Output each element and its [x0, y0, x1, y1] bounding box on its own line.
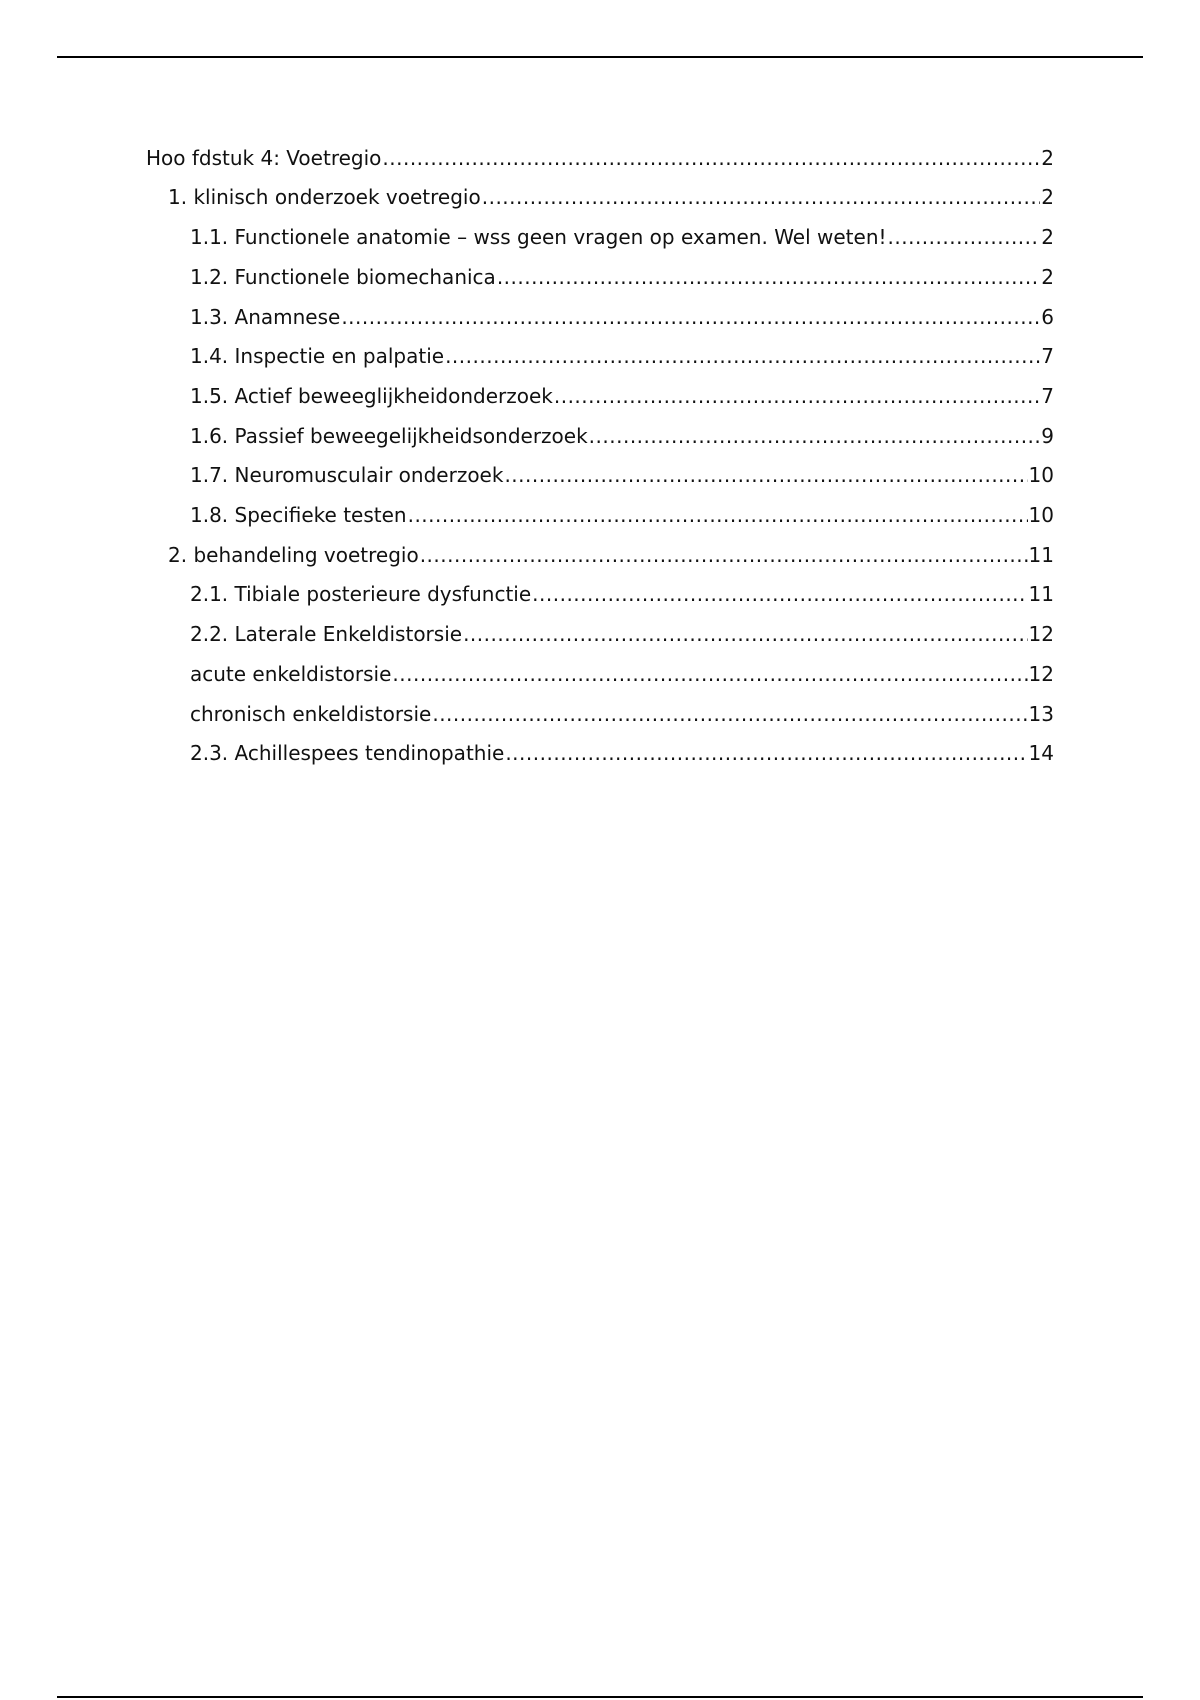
toc-entry-page: 11 — [1028, 543, 1054, 567]
toc-entry-1-3[interactable] — [190, 302, 1054, 332]
toc-entry-page: 12 — [1028, 662, 1054, 686]
toc-entry-title: 2.3. Achillespees tendinopathie — [190, 741, 505, 765]
toc-entry-title: 2. behandeling voetregio — [168, 543, 419, 567]
toc-dot-leader — [382, 143, 1040, 173]
toc-dot-leader — [341, 302, 1040, 332]
toc-dot-leader — [408, 500, 1028, 530]
toc-entry-2-2[interactable] — [190, 619, 1054, 649]
toc-dot-leader — [420, 540, 1028, 570]
toc-entry-title: 2.1. Tibiale posterieure dysfunctie — [190, 582, 532, 606]
toc-entry-1-2[interactable] — [190, 262, 1054, 292]
toc-dot-leader — [589, 421, 1041, 451]
toc-entry-page: 12 — [1028, 622, 1054, 646]
toc-entry-2-3[interactable] — [190, 738, 1054, 768]
toc-entry-chapter-4[interactable] — [146, 143, 1054, 173]
toc-entry-title: Hoo fdstuk 4: Voetregio — [146, 146, 382, 170]
toc-entry-page: 6 — [1041, 305, 1054, 329]
toc-dot-leader — [504, 460, 1027, 490]
toc-entry-page: 10 — [1028, 503, 1054, 527]
toc-entry-page: 11 — [1028, 582, 1054, 606]
toc-entry-page: 2 — [1041, 265, 1054, 289]
toc-entry-title: 2.2. Laterale Enkeldistorsie — [190, 622, 463, 646]
toc-entry-title: chronisch enkeldistorsie — [190, 702, 432, 726]
toc-entry-1-6[interactable] — [190, 421, 1054, 451]
toc-dot-leader — [554, 381, 1040, 411]
toc-entry-chronisch-enkeldistorsie[interactable] — [190, 699, 1054, 729]
toc-dot-leader — [532, 579, 1027, 609]
toc-entry-title: acute enkeldistorsie — [190, 662, 392, 686]
toc-dot-leader — [432, 699, 1027, 729]
toc-entry-section-2[interactable] — [168, 540, 1054, 570]
toc-entry-2-1[interactable] — [190, 579, 1054, 609]
toc-entry-title: 1.4. Inspectie en palpatie — [190, 344, 445, 368]
toc-dot-leader — [888, 222, 1041, 252]
toc-dot-leader — [445, 341, 1040, 371]
toc-entry-1-4[interactable] — [190, 341, 1054, 371]
toc-dot-leader — [505, 738, 1027, 768]
toc-entry-page: 7 — [1041, 384, 1054, 408]
toc-entry-1-1[interactable] — [190, 222, 1054, 252]
toc-entry-page: 7 — [1041, 344, 1054, 368]
toc-dot-leader — [392, 659, 1027, 689]
toc-entry-page: 2 — [1041, 185, 1054, 209]
toc-entry-page: 2 — [1041, 225, 1054, 249]
toc-entry-title: 1. klinisch onderzoek voetregio — [168, 185, 481, 209]
toc-dot-leader — [482, 182, 1041, 212]
toc-entry-page: 14 — [1028, 741, 1054, 765]
toc-dot-leader — [497, 262, 1040, 292]
toc-entry-title: 1.8. Specifieke testen — [190, 503, 407, 527]
toc-entry-page: 10 — [1028, 463, 1054, 487]
toc-entry-title: 1.7. Neuromusculair onderzoek — [190, 463, 504, 487]
toc-entry-title: 1.6. Passief beweegelijkheidsonderzoek — [190, 424, 588, 448]
toc-entry-title: 1.3. Anamnese — [190, 305, 341, 329]
footer-rule — [57, 1696, 1143, 1698]
toc-entry-title: 1.5. Actief beweeglijkheidonderzoek — [190, 384, 553, 408]
toc-entry-acute-enkeldistorsie[interactable] — [190, 659, 1054, 689]
toc-entry-1-8[interactable] — [190, 500, 1054, 530]
toc-entry-title: 1.2. Functionele biomechanica — [190, 265, 496, 289]
toc-entry-title: 1.1. Functionele anatomie – wss geen vragen op examen. Wel weten! — [190, 225, 887, 249]
toc-entry-page: 13 — [1028, 702, 1054, 726]
header-rule — [57, 56, 1143, 58]
toc-entry-page: 2 — [1041, 146, 1054, 170]
toc-entry-1-5[interactable] — [190, 381, 1054, 411]
toc-entry-page: 9 — [1041, 424, 1054, 448]
toc-dot-leader — [463, 619, 1027, 649]
toc-entry-section-1[interactable] — [168, 182, 1054, 212]
toc-entry-1-7[interactable] — [190, 460, 1054, 490]
